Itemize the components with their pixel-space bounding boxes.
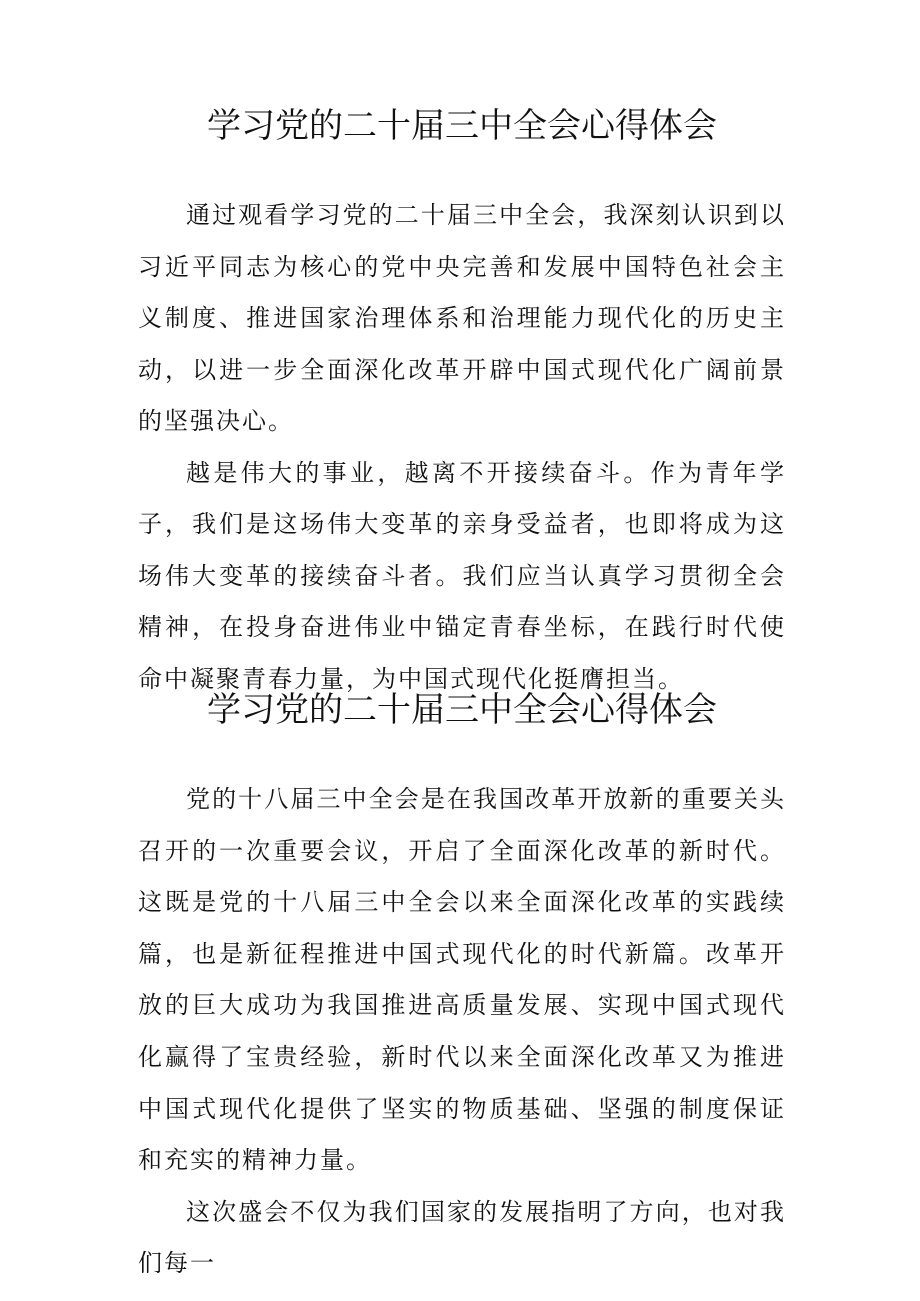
paragraph: 党的十八届三中全会是在我国改革开放新的重要关头召开的一次重要会议，开启了全面深化改革的新时代。这既是党的十八届三中全会以来全面深化改革的实践续篇，也是新征程推进中国式现代化的时代新篇。改革开放的巨大成功为我国推进高质量发展、实现中国式现代化赢得了宝贵经验，新时代以来全面深化改革又为推进中国式现代化提供了坚实的物质基础、坚强的制度保证和充实的精神力量。 [138,785,786,1175]
essay-section [138,96,786,705]
essay-body [138,774,786,1290]
essay-title: 学习党的二十届三中全会心得体会 [207,106,717,146]
paragraph: 越是伟大的事业，越离不开接续奋斗。作为青年学子，我们是这场伟大变革的亲身受益者，也即将成为这场伟大变革的接续奋斗者。我们应当认真学习贯彻全会精神，在投身奋进伟业中锚定青春坐标，在践行时代使命中凝聚青春力量，为中国式现代化挺膺担当。 [138,458,786,693]
paragraph: 通过观看学习党的二十届三中全会，我深刻认识到以习近平同志为核心的党中央完善和发展中国特色社会主义制度、推进国家治理体系和治理能力现代化的历史主动，以进一步全面深化改革开辟中国式现代化广阔前景的坚强决心。 [138,201,786,435]
paragraph: 这次盛会不仅为我们国家的发展指明了方向，也对我们每一 [138,1197,786,1278]
essay-title: 学习党的二十届三中全会心得体会 [207,690,717,730]
essay-body [138,190,786,705]
essay-section [138,680,786,1290]
